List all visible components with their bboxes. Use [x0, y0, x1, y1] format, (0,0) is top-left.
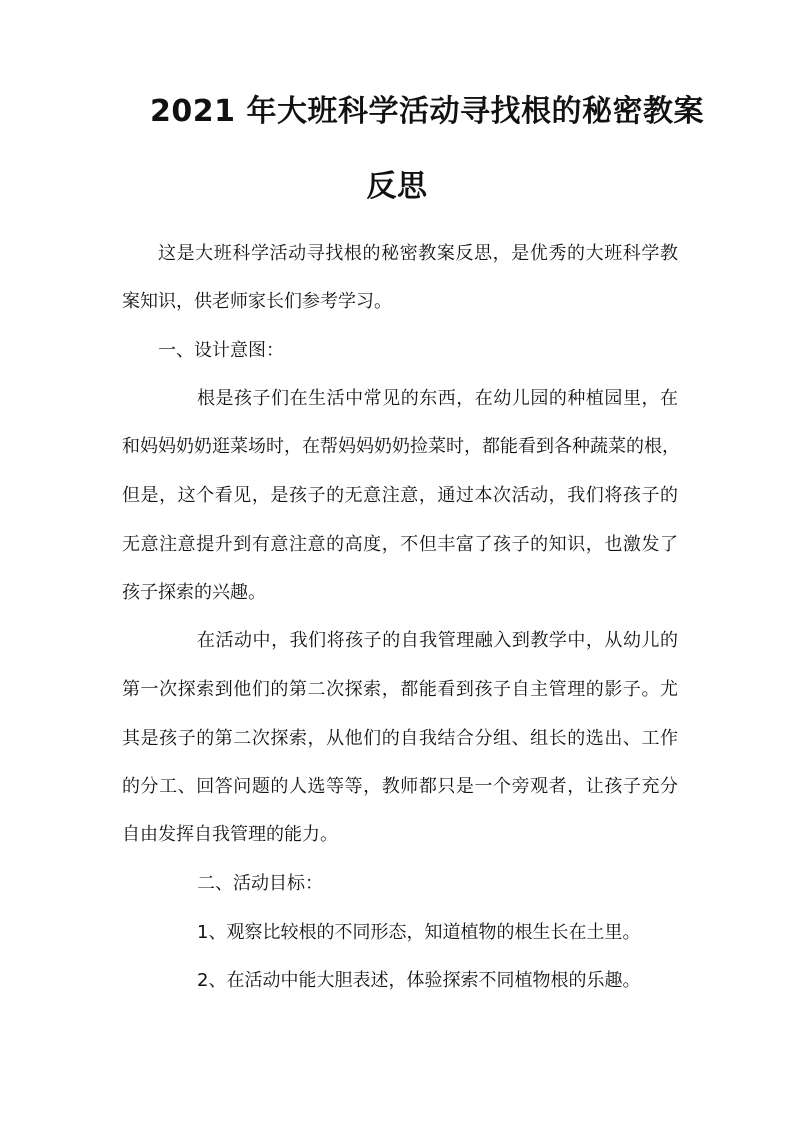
paragraph-line: 其是孩子的第二次探索，从他们的自我结合分组、组长的选出、工作 [122, 728, 678, 749]
paragraph-line: 在活动中，我们将孩子的自我管理融入到教学中，从幼儿的 [197, 630, 678, 651]
goal-item: 1、观察比较根的不同形态，知道植物的根生长在土里。 [197, 922, 641, 943]
document-title-line-2: 反思 [366, 169, 428, 204]
intro-line: 案知识，供老师家长们参考学习。 [122, 291, 392, 312]
paragraph-line: 和妈妈奶奶逛菜场时，在帮妈妈奶奶捡菜时，都能看到各种蔬菜的根， [122, 436, 680, 457]
section-heading-activity-goals: 二、活动目标： [197, 873, 323, 894]
paragraph-line: 自由发挥自我管理的能力。 [122, 824, 338, 845]
paragraph-line: 根是孩子们在生活中常见的东西，在幼儿园的种植园里，在 [197, 388, 678, 409]
paragraph-line: 无意注意提升到有意注意的高度，不但丰富了孩子的知识，也激发了 [122, 534, 678, 555]
document-title-line-1: 2021 年大班科学活动寻找根的秘密教案 [150, 94, 704, 129]
paragraph-line: 第一次探索到他们的第二次探索，都能看到孩子自主管理的影子。尤 [122, 679, 678, 700]
paragraph-line: 但是，这个看见，是孩子的无意注意，通过本次活动，我们将孩子的 [122, 485, 678, 506]
intro-line: 这是大班科学活动寻找根的秘密教案反思，是优秀的大班科学教 [158, 243, 678, 264]
paragraph-line: 孩子探索的兴趣。 [122, 582, 266, 603]
paragraph-line: 的分工、回答问题的人选等等，教师都只是一个旁观者，让孩子充分 [122, 776, 678, 797]
section-heading-design-intent: 一、设计意图： [158, 340, 284, 361]
goal-item: 2、在活动中能大胆表述，体验探索不同植物根的乐趣。 [197, 970, 641, 991]
